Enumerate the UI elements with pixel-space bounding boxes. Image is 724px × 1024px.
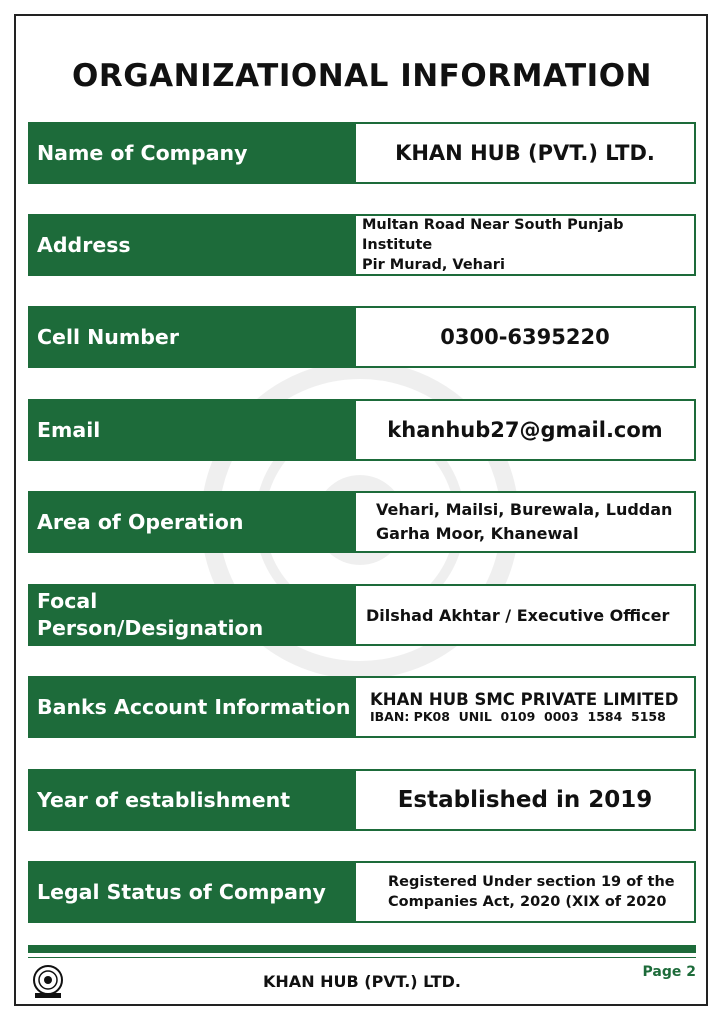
row-label: Name of Company <box>30 124 356 182</box>
row-label: Cell Number <box>30 308 356 366</box>
footer-divider <box>28 945 696 953</box>
row-label <box>30 586 356 644</box>
value-line: Dilshad Akhtar / Executive Officer <box>366 605 670 625</box>
row-label: Year of establishment <box>30 771 356 829</box>
row-label: Legal Status of Company <box>30 863 356 921</box>
value-line: Pir Murad, Vehari <box>362 257 505 274</box>
value-line: khanhub27@gmail.com <box>387 418 663 442</box>
label-line: Person/Designation <box>37 616 264 640</box>
info-row-focal-person <box>28 584 696 646</box>
page-number: Page 2 <box>642 964 696 980</box>
info-row-area-of-operation <box>28 491 696 553</box>
info-row-address <box>28 214 696 276</box>
value-line: IBAN: PK08 UNIL 0109 0003 1584 5158 <box>370 709 666 724</box>
row-value <box>356 678 694 736</box>
row-value <box>356 124 694 182</box>
info-row-legal-status <box>28 861 696 923</box>
row-value <box>356 308 694 366</box>
value-line: Registered Under section 19 of the <box>388 873 675 890</box>
footer-company-name: KHAN HUB (PVT.) LTD. <box>263 972 461 991</box>
value-line: Vehari, Mailsi, Burewala, Luddan <box>376 500 673 519</box>
row-value <box>356 771 694 829</box>
value-line: Established in 2019 <box>397 787 653 813</box>
info-row-bank-account <box>28 676 696 738</box>
info-row-company-name <box>28 122 696 184</box>
page-title: ORGANIZATIONAL INFORMATION <box>71 58 652 94</box>
row-value <box>356 863 694 921</box>
footer-divider-thin <box>28 957 696 958</box>
row-label: Area of Operation <box>30 493 356 551</box>
row-value <box>356 493 694 551</box>
row-label: Email <box>30 401 356 459</box>
value-line: Companies Act, 2020 (XIX of 2020 <box>388 894 667 910</box>
value-line: KHAN HUB SMC PRIVATE LIMITED <box>370 690 679 709</box>
value-line: KHAN HUB (PVT.) LTD. <box>395 141 655 165</box>
value-line: Garha Moor, Khanewal <box>376 524 579 543</box>
info-row-year-of-establishment <box>28 769 696 831</box>
info-row-email <box>28 399 696 461</box>
row-label: Address <box>30 216 356 274</box>
label-line: Focal <box>37 589 98 614</box>
info-row-cell-number <box>28 306 696 368</box>
row-label: Banks Account Information <box>30 678 356 736</box>
value-line: 0300-6395220 <box>440 325 610 349</box>
row-value <box>356 216 694 274</box>
row-value <box>356 586 694 644</box>
row-value <box>356 401 694 459</box>
value-line: Multan Road Near South Punjab Institute <box>362 216 624 253</box>
